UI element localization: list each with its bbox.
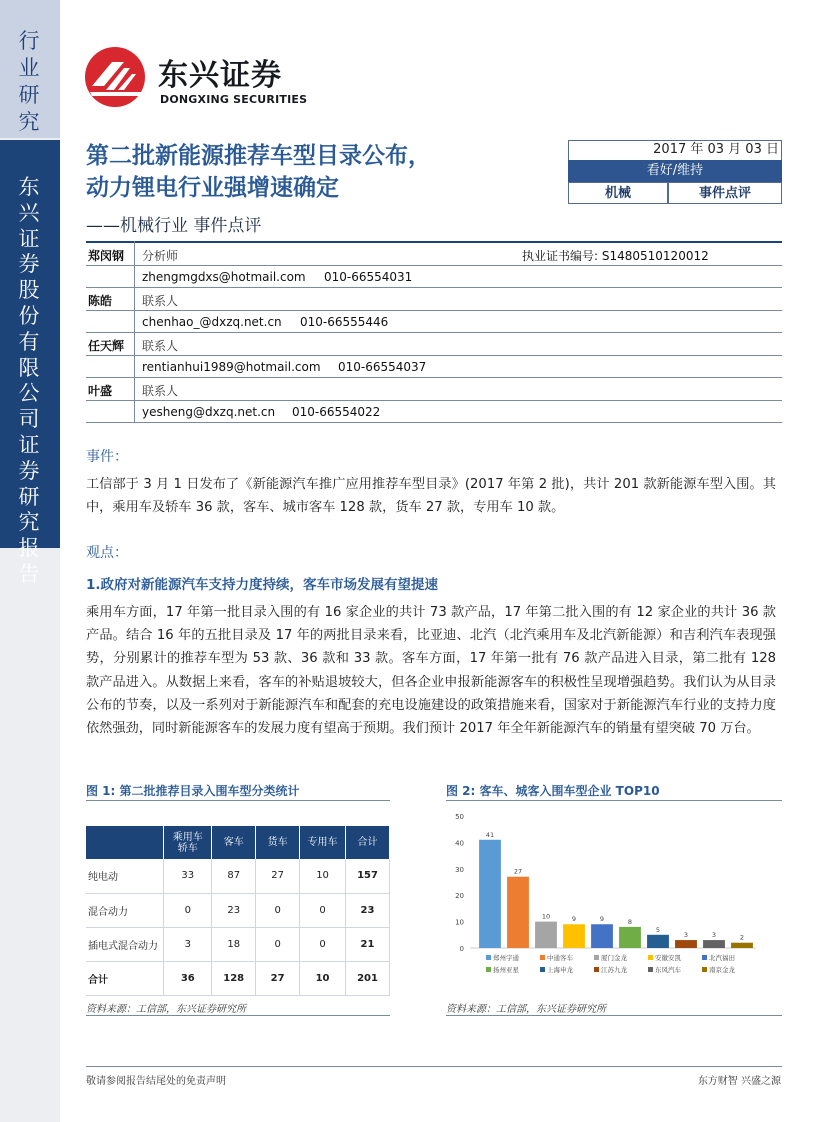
analyst-row	[86, 378, 782, 401]
report-subtitle: ——机械行业 事件点评	[86, 216, 262, 236]
analyst-role: 联系人	[142, 339, 179, 353]
table-row	[86, 961, 390, 995]
table-row	[86, 927, 390, 961]
bar-北汽福田	[591, 924, 613, 948]
fig1-caption: 图 1: 第二批推荐目录入围车型分类统计	[86, 784, 300, 798]
legend-swatch	[648, 967, 653, 972]
analyst-row	[86, 243, 782, 266]
analyst-phone: 010-66554031	[324, 269, 413, 284]
y-tick-label: 30	[455, 865, 464, 874]
table-cell: 混合动力	[86, 893, 164, 927]
legend-label: 中通客车	[547, 954, 573, 962]
fig2-caption: 图 2: 客车、城客入围车型企业 TOP10	[446, 784, 660, 798]
bar-value-label: 3	[683, 931, 689, 940]
bar-value-label: 10	[541, 912, 551, 921]
bar-江苏九龙	[675, 940, 697, 948]
bar-厦门金龙	[535, 922, 557, 948]
footer-disclaimer: 敬请参阅报告结尾处的免责声明	[86, 1076, 226, 1087]
analyst-role: 联系人	[142, 384, 179, 398]
bar-value-label: 8	[627, 917, 633, 926]
legend-label: 东风汽车	[655, 966, 681, 974]
event-heading: 事件：	[86, 449, 128, 465]
legend-label: 厦门金龙	[601, 954, 627, 962]
fig1-source: 资料来源：工信部，东兴证券研究所	[86, 1004, 246, 1015]
report-title	[86, 140, 556, 204]
table-header-cell: 客车	[212, 826, 256, 859]
analyst-email[interactable]: chenhao_@dxzq.net.cn	[142, 314, 282, 329]
analyst-row	[86, 333, 782, 356]
analyst-role: 联系人	[142, 294, 179, 308]
legend-swatch	[702, 955, 707, 960]
fig2-bottom-rule	[446, 1015, 782, 1016]
event-paragraph: 工信部于 3 月 1 日发布了《新能源汽车推广应用推荐车型目录》(2017 年第 2 批)，共计 201 款新能源车型入围。其中，乘用车及轿车 36 款，客车、城市客车 128 款，货车 27 款，专用车 10 款。	[86, 477, 776, 516]
legend-swatch	[486, 967, 491, 972]
table-row	[86, 859, 390, 893]
rating-box	[568, 140, 782, 204]
fig2-source: 资料来源：工信部，东兴证券研究所	[446, 1004, 606, 1015]
bar-value-label: 2	[739, 933, 745, 942]
table-header-cell	[164, 826, 212, 859]
table-cell: 10	[300, 859, 346, 893]
analyst-role: 分析师	[142, 249, 179, 263]
analyst-row	[86, 288, 782, 311]
logo-mark-icon	[84, 46, 152, 108]
table-cell: 21	[346, 927, 390, 961]
table-cell: 27	[256, 961, 300, 995]
table-header-cell: 货车	[256, 826, 300, 859]
fig1-top-rule	[86, 800, 390, 801]
legend-swatch	[540, 967, 545, 972]
table-header-cell: 专用车	[300, 826, 346, 859]
table-cell: 0	[300, 927, 346, 961]
footer-slogan: 东方财智 兴盛之源	[697, 1076, 781, 1087]
legend-swatch	[540, 955, 545, 960]
logo-en: DONGXING SECURITIES	[160, 93, 308, 106]
legend-label: 安徽安凯	[655, 954, 681, 962]
table-cell: 纯电动	[86, 859, 164, 893]
fig2-bar-chart	[446, 810, 782, 990]
sidebar-company-report: 东兴证券股份有限公司证券研究报告	[18, 175, 40, 586]
footer-rule	[86, 1066, 782, 1067]
table-cell: 3	[164, 927, 212, 961]
analyst-name: 郑闵钢	[88, 249, 125, 263]
analyst-phone: 010-66554037	[338, 359, 427, 374]
analyst-contact-row	[86, 356, 782, 379]
point-1-title: 1.政府对新能源汽车支持力度持续，客车市场发展有望提速	[86, 577, 439, 593]
y-tick-label: 40	[455, 839, 464, 848]
table-row	[86, 893, 390, 927]
bar-value-label: 3	[711, 931, 717, 940]
analyst-contact-row	[86, 266, 782, 289]
legend-label: 郑州宇通	[493, 954, 519, 962]
legend-label: 上海申龙	[547, 966, 573, 974]
analyst-email[interactable]: zhengmgdxs@hotmail.com	[142, 269, 306, 284]
report-type-label: 事件点评	[668, 182, 782, 204]
table-cell: 18	[212, 927, 256, 961]
rating-label: 看好/维持	[568, 160, 782, 182]
fig2-top-rule	[446, 800, 782, 801]
legend-label: 北汽福田	[709, 954, 735, 962]
bar-中通客车	[507, 877, 529, 948]
table-cell: 23	[212, 893, 256, 927]
fig1-table	[86, 826, 390, 996]
report-date: 2017 年 03 月 03 日	[568, 140, 782, 160]
table-cell: 87	[212, 859, 256, 893]
bar-value-label: 5	[655, 925, 661, 934]
table-cell: 128	[212, 961, 256, 995]
bar-郑州宇通	[479, 840, 501, 948]
legend-label: 扬州亚星	[493, 966, 519, 974]
analyst-cert: 执业证书编号: S1480510120012	[522, 249, 709, 263]
bar-value-label: 9	[599, 915, 605, 924]
table-cell: 合计	[86, 961, 164, 995]
table-cell: 0	[300, 893, 346, 927]
fig1-bottom-rule	[86, 1015, 390, 1016]
table-cell: 27	[256, 859, 300, 893]
bar-安徽安凯	[563, 924, 585, 948]
legend-swatch	[594, 955, 599, 960]
title-line-1: 第二批新能源推荐车型目录公布，	[86, 143, 431, 169]
view-heading: 观点：	[86, 545, 128, 561]
table-cell: 0	[256, 927, 300, 961]
table-cell: 0	[164, 893, 212, 927]
bar-value-label: 41	[485, 830, 495, 839]
point-1-paragraph: 乘用车方面，17 年第一批目录入围的有 16 家企业的共计 73 款产品，17 年第二批入围的有 12 家企业的共计 36 款产品。结合 16 年的五批目录及 17 年的两批目录来看，比亚迪、北汽（北汽乘用车及北汽新能源）和吉利汽车表现强势，分别累计的推荐车型为 53 款、36 款和 33 款。客车方面，17 年第一批有 76 款产品进入目录，第二批有 128 款产品进入。从数据上来看，客车的补贴退坡较大，但各企业申报新能源客车的积极性呈现增强趋势。我们认为从目录公布的节奏，以及一系列对于新能源汽车和配套的充电设施建设的政策措施来看，国家对于新能源汽车行业的支持力度依然强劲，同时新能源客车的发展力度有望高于预期。我们预计 2017 年全年新能源汽车的销量有望突破 70 万台。	[86, 605, 776, 737]
analyst-phone: 010-66555446	[300, 314, 389, 329]
table-cell: 插电式混合动力	[86, 927, 164, 961]
table-header-cell: 合计	[346, 826, 390, 859]
table-cell: 23	[346, 893, 390, 927]
bar-上海申龙	[647, 935, 669, 948]
bar-扬州亚星	[619, 927, 641, 948]
analyst-name: 任天辉	[88, 339, 125, 353]
logo-cn: 东兴证券	[158, 58, 282, 93]
table-cell: 157	[346, 859, 390, 893]
analyst-contact-row	[86, 401, 782, 424]
table-header-cell	[86, 826, 164, 859]
title-line-2: 动力锂电行业强增速确定	[86, 175, 339, 201]
bar-value-label: 9	[571, 915, 577, 924]
table-cell: 36	[164, 961, 212, 995]
legend-swatch	[486, 955, 491, 960]
y-tick-label: 0	[459, 945, 464, 953]
analyst-table-divider	[134, 241, 135, 423]
sidebar-category: 行业研究	[18, 29, 40, 134]
header-line: 乘用车 轿车	[172, 831, 203, 854]
table-cell: 201	[346, 961, 390, 995]
table-cell: 0	[256, 893, 300, 927]
analyst-email[interactable]: rentianhui1989@hotmail.com	[142, 359, 321, 374]
table-cell: 10	[300, 961, 346, 995]
analyst-name: 陈皓	[88, 294, 113, 308]
table-cell: 33	[164, 859, 212, 893]
analyst-email[interactable]: yesheng@dxzq.net.cn	[142, 404, 276, 419]
bar-东风汽车	[703, 940, 725, 948]
bar-南京金龙	[731, 943, 753, 948]
y-tick-label: 10	[455, 918, 464, 927]
company-logo	[84, 46, 324, 110]
legend-label: 南京金龙	[709, 966, 735, 974]
legend-label: 江苏九龙	[601, 966, 627, 974]
analyst-name: 叶盛	[88, 384, 113, 398]
analyst-contact-row	[86, 311, 782, 334]
table-header-row	[86, 826, 390, 859]
legend-swatch	[594, 967, 599, 972]
legend-swatch	[702, 967, 707, 972]
bar-value-label: 27	[513, 867, 523, 876]
sidebar	[0, 0, 60, 1122]
y-tick-label: 20	[455, 892, 464, 901]
legend-swatch	[648, 955, 653, 960]
industry-label: 机械	[568, 182, 668, 204]
y-tick-label: 50	[455, 813, 464, 821]
analyst-phone: 010-66554022	[292, 404, 381, 419]
